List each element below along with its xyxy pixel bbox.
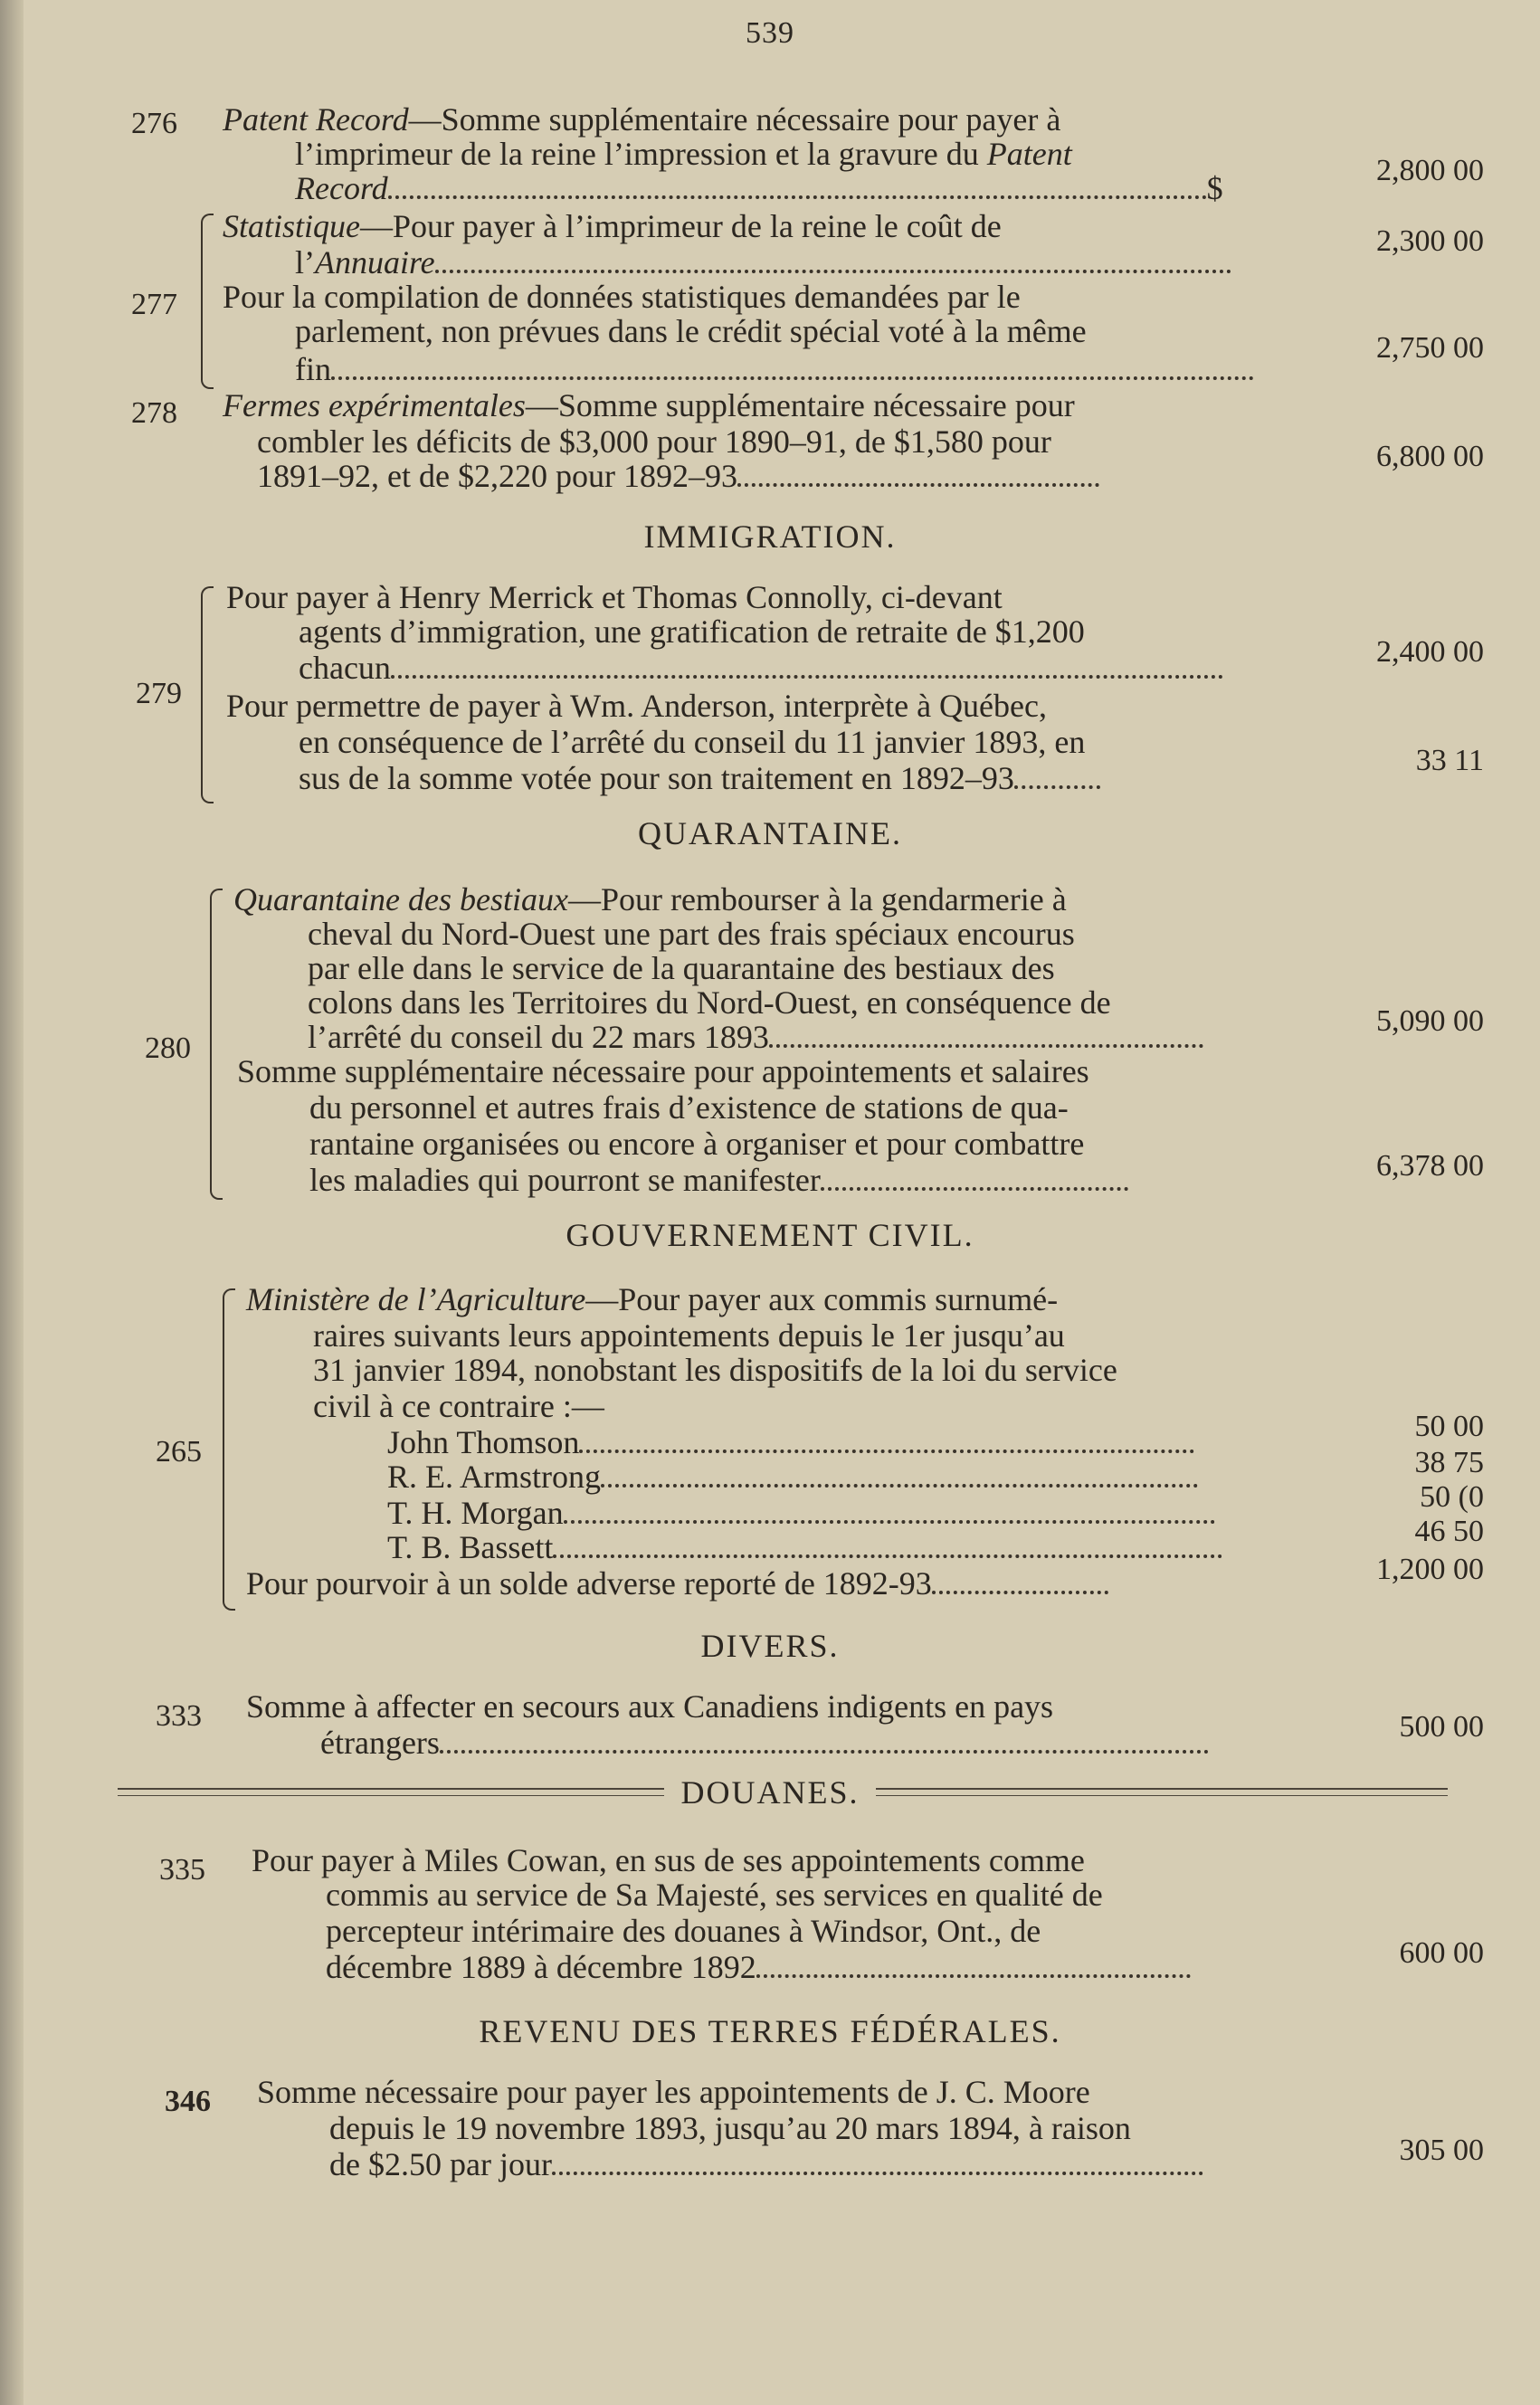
entry-text-italic: Patent (986, 136, 1072, 172)
entry-line: Pour permettre de payer à Wm. Anderson, interprète à Québec, (226, 688, 1047, 724)
entry-line (246, 1281, 1058, 1317)
dollar-sign: $ (1206, 170, 1223, 206)
section-heading: REVENU DES TERRES FÉDÉRALES. (479, 2013, 1061, 2049)
entry-line (257, 458, 1099, 494)
entry-text: sus de la somme votée pour son traitement en 1892–93 (299, 760, 1014, 796)
entry-line (246, 1565, 1108, 1602)
entry-title: Fermes expérimentales (223, 387, 526, 423)
entry-line: Somme supplémentaire nécessaire pour appointements et salaires (237, 1053, 1089, 1089)
entry-number: 333 (156, 1699, 202, 1733)
entry-number: 265 (156, 1435, 202, 1469)
entry-text: —Pour rembourser à la gendarmerie à (567, 881, 1067, 917)
entry-text: décembre 1889 à décembre 1892 (326, 1949, 756, 1985)
entry-text: chacun (299, 650, 391, 686)
entry-line (223, 208, 1002, 244)
entry-text-italic: Record (295, 170, 388, 206)
section-heading-text: DOUANES. (664, 1774, 875, 1811)
entry-line (295, 170, 1223, 206)
entry-line: combler les déficits de $3,000 pour 1890–91, de $1,580 pour (257, 423, 1051, 460)
entry-number: 276 (131, 107, 177, 140)
entry-line (295, 136, 1072, 172)
entry-line (309, 1162, 1128, 1198)
entry-line (329, 2146, 1203, 2182)
amount: 33 11 (1415, 744, 1484, 777)
amount: 2,400 00 (1376, 635, 1484, 669)
entry-title: Statistique (223, 208, 360, 244)
leader-dots (552, 2152, 1203, 2175)
entry-text: —Pour payer à l’imprimeur de la reine le coût de (360, 208, 1002, 244)
entry-line: Pour la compilation de données statistiques demandées par le (223, 279, 1021, 315)
amount: 38 75 (1414, 1446, 1484, 1479)
list-item (387, 1495, 1215, 1531)
entry-line (308, 1019, 1203, 1055)
leader-dots (756, 1954, 1191, 1978)
entry-text: l’imprimeur de la reine l’impression et la gravure du (295, 136, 987, 172)
entry-line (320, 1725, 1209, 1761)
bracket (210, 889, 223, 1200)
entry-title: Quarantaine des bestiaux (233, 881, 568, 917)
entry-line (223, 101, 1060, 138)
leader-dots (391, 655, 1223, 679)
amount: 6,378 00 (1376, 1149, 1484, 1183)
amount: 50 00 (1414, 1410, 1484, 1443)
amount: 50 (0 (1420, 1480, 1484, 1514)
leader-dots (737, 463, 1099, 487)
entry-text: de $2.50 par jour (329, 2146, 552, 2182)
amount: 5,090 00 (1376, 1004, 1484, 1038)
bracket (201, 214, 214, 389)
entry-line (295, 244, 1231, 280)
leader-dots (1014, 765, 1100, 789)
entry-line: cheval du Nord-Ouest une part des frais spéciaux encourus (308, 916, 1075, 952)
leader-dots (331, 356, 1254, 380)
leader-dots (932, 1571, 1108, 1594)
amount: 1,200 00 (1376, 1553, 1484, 1586)
entry-text: l’ (295, 244, 315, 280)
entry-text: 1891–92, et de $2,220 pour 1892–93 (257, 458, 737, 494)
person-name: R. E. Armstrong (387, 1459, 602, 1495)
entry-line: commis au service de Sa Majesté, ses services en qualité de (326, 1877, 1103, 1913)
entry-text: —Pour payer aux commis surnumé- (585, 1281, 1059, 1317)
entry-title: Ministère de l’Agriculture (246, 1281, 586, 1317)
bracket (223, 1288, 235, 1611)
entry-number: 280 (145, 1031, 191, 1065)
amount: 46 50 (1414, 1515, 1484, 1548)
amount: 500 00 (1399, 1710, 1484, 1744)
amount: 2,750 00 (1376, 331, 1484, 365)
leader-dots (564, 1500, 1215, 1524)
leader-dots (601, 1464, 1198, 1488)
entry-line: civil à ce contraire :— (313, 1388, 604, 1424)
list-item (387, 1459, 1198, 1495)
person-name: John Thomson (387, 1424, 580, 1460)
page-number: 539 (746, 16, 794, 50)
leader-dots (388, 176, 1207, 199)
entry-text-italic: Annuaire (315, 244, 435, 280)
entry-line: rantaine organisées ou encore à organiser et pour combattre (309, 1126, 1085, 1162)
leader-dots (769, 1024, 1203, 1048)
entry-line: Somme nécessaire pour payer les appointements de J. C. Moore (257, 2074, 1090, 2110)
entry-title: Patent Record (223, 101, 409, 138)
entry-line: parlement, non prévues dans le crédit spécial voté à la même (295, 313, 1087, 349)
leader-dots (579, 1430, 1194, 1453)
entry-text: les maladies qui pourront se manifester (309, 1162, 821, 1198)
entry-line (233, 881, 1067, 917)
bracket (201, 586, 214, 803)
entry-line: 31 janvier 1894, nonobstant les dispositifs de la loi du service (313, 1352, 1117, 1388)
entry-number: 278 (131, 396, 177, 430)
entry-line: du personnel et autres frais d’existence de stations de qua- (309, 1089, 1069, 1126)
section-heading: DIVERS. (700, 1628, 840, 1664)
entry-line (299, 760, 1100, 796)
entry-number: 346 (165, 2085, 211, 2118)
entry-line (223, 387, 1075, 423)
person-name: T. B. Bassett (387, 1529, 554, 1565)
leader-dots (553, 1535, 1222, 1558)
entry-line: Pour payer à Henry Merrick et Thomas Connolly, ci-devant (226, 579, 1003, 615)
entry-line: percepteur intérimaire des douanes à Windsor, Ont., de (326, 1913, 1041, 1949)
entry-line: Pour payer à Miles Cowan, en sus de ses appointements comme (252, 1842, 1085, 1878)
entry-text: —Somme supplémentaire nécessaire pour payer à (408, 101, 1061, 138)
entry-line (326, 1949, 1191, 1985)
amount: 2,800 00 (1376, 154, 1484, 187)
entry-text: l’arrêté du conseil du 22 mars 1893 (308, 1019, 769, 1055)
leader-dots (821, 1167, 1128, 1191)
amount: 2,300 00 (1376, 224, 1484, 258)
entry-text: étrangers (320, 1725, 440, 1761)
entry-number: 279 (136, 677, 182, 710)
leader-dots (440, 1730, 1209, 1754)
entry-text: —Somme supplémentaire nécessaire pour (525, 387, 1075, 423)
list-item (387, 1424, 1194, 1460)
section-heading: IMMIGRATION. (643, 518, 897, 555)
amount: 6,800 00 (1376, 440, 1484, 473)
entry-line: Somme à affecter en secours aux Canadiens indigents en pays (246, 1688, 1054, 1725)
section-heading: GOUVERNEMENT CIVIL. (566, 1217, 974, 1253)
entry-line: en conséquence de l’arrêté du conseil du 11 janvier 1893, en (299, 724, 1086, 760)
section-heading (0, 1773, 1540, 1811)
section-heading: QUARANTAINE. (637, 815, 903, 851)
list-item (387, 1529, 1222, 1565)
entry-line: raires suivants leurs appointements depuis le 1er jusqu’au (313, 1317, 1065, 1354)
leader-dots (435, 250, 1231, 273)
entry-line: colons dans les Territoires du Nord-Ouest, en conséquence de (308, 984, 1111, 1021)
entry-line: agents d’immigration, une gratification de retraite de $1,200 (299, 613, 1085, 650)
entry-number: 277 (131, 288, 177, 321)
amount: 600 00 (1399, 1936, 1484, 1970)
amount: 305 00 (1399, 2134, 1484, 2167)
entry-line: depuis le 19 novembre 1893, jusqu’au 20 mars 1894, à raison (329, 2110, 1131, 2146)
entry-text: Pour pourvoir à un solde adverse reporté de 1892-93 (246, 1565, 932, 1602)
entry-text: fin (295, 351, 331, 387)
entry-number: 335 (159, 1853, 205, 1887)
entry-line (295, 351, 1254, 387)
person-name: T. H. Morgan (387, 1495, 564, 1531)
entry-line (299, 650, 1223, 686)
entry-line: par elle dans le service de la quarantaine des bestiaux des (308, 950, 1055, 986)
